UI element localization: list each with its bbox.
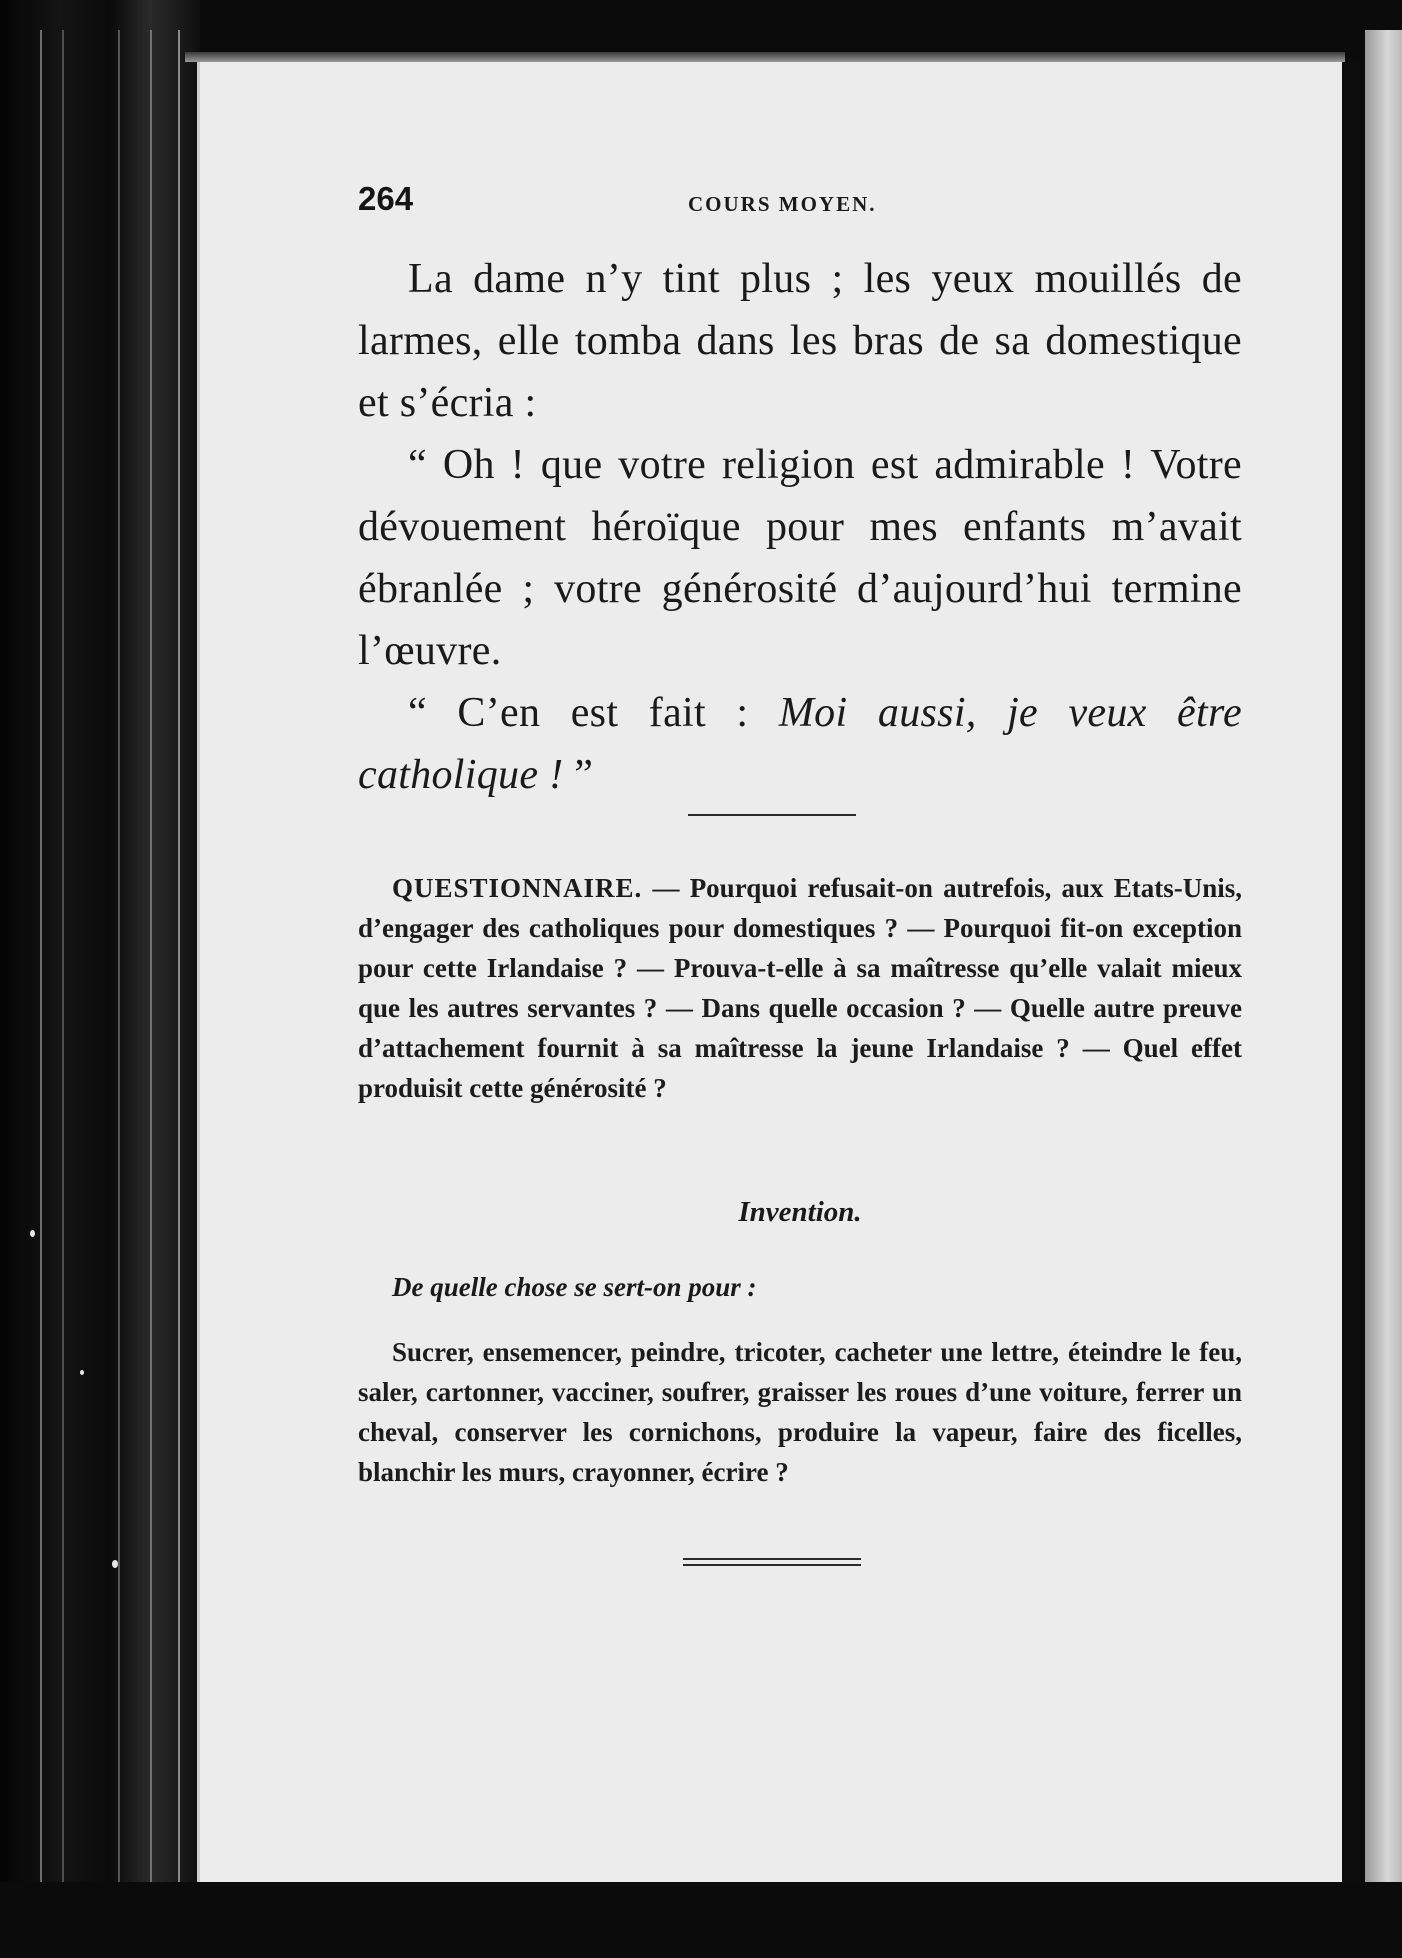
questionnaire-paragraph [358,868,1242,1108]
end-double-rule [683,1558,861,1570]
page-top-edge [185,52,1345,62]
questionnaire-block [358,868,1242,1108]
quote-italic: Moi aussi, je veux être catholique ! [358,690,1242,798]
page-header [358,180,1242,220]
facing-page-edge [1365,30,1402,1930]
book-spine [0,0,200,1958]
running-title: COURS MOYEN. [688,192,877,216]
narrative-paragraph [358,682,1242,806]
right-gutter [1339,62,1365,1882]
scan-speck [112,1560,118,1568]
invention-prompt: De quelle chose se sert-on pour : [392,1272,757,1302]
section-divider [688,814,856,816]
exercise-paragraph: Sucrer, ensemencer, peindre, tricoter, cacheter une lettre, éteindre le feu, saler, cartonner, vacciner, soufrer, graisser les roues d’une voiture, ferrer un cheval, conserver les cornichons, produire la vapeur, faire des ficelles, blanchir les murs, crayonner, écrire ? [358,1337,1242,1487]
invention-heading: Invention. [738,1196,862,1228]
spine-edge-line [62,30,64,1910]
questionnaire-text: — Pourquoi refusait-on autrefois, aux Etats-Unis, d’engager des catholiques pour domestiques ? — Pourquoi fit-on exception pour cette Irlandaise ? — Prouva-t-elle à sa maîtresse qu’elle valait mieux que les autres servantes ? — Dans quelle occasion ? — Quelle autre preuve d’attachement fournit à sa maîtresse la jeune Irlandaise ? — Quel effet produisit cette générosité ? [358,873,1242,1103]
narrative-paragraph: “ Oh ! que votre religion est admirable ! Votre dévouement héroïque pour mes enfants m’avait ébranlée ; votre générosité d’aujourd’hui termine l’œuvre. [358,442,1242,674]
spine-edge-line [150,30,152,1890]
exercise-block [358,1332,1242,1492]
quote-start: “ C’en est fait : [408,690,779,736]
spine-edge-line [118,30,120,1890]
questionnaire-label: QUESTIONNAIRE. [392,873,643,903]
scan-speck [30,1230,35,1237]
narrative-paragraph: La dame n’y tint plus ; les yeux mouillés de larmes, elle tomba dans les bras de sa domestique et s’écria : [358,256,1242,426]
narrative-text [358,248,1242,806]
page-number: 264 [358,180,414,217]
spine-edge-line [178,30,180,1910]
spine-edge-line [40,30,42,1910]
bottom-margin [0,1882,1402,1958]
quote-end: ” [563,752,594,798]
book-page [197,62,1342,1882]
scan-speck [80,1370,84,1375]
